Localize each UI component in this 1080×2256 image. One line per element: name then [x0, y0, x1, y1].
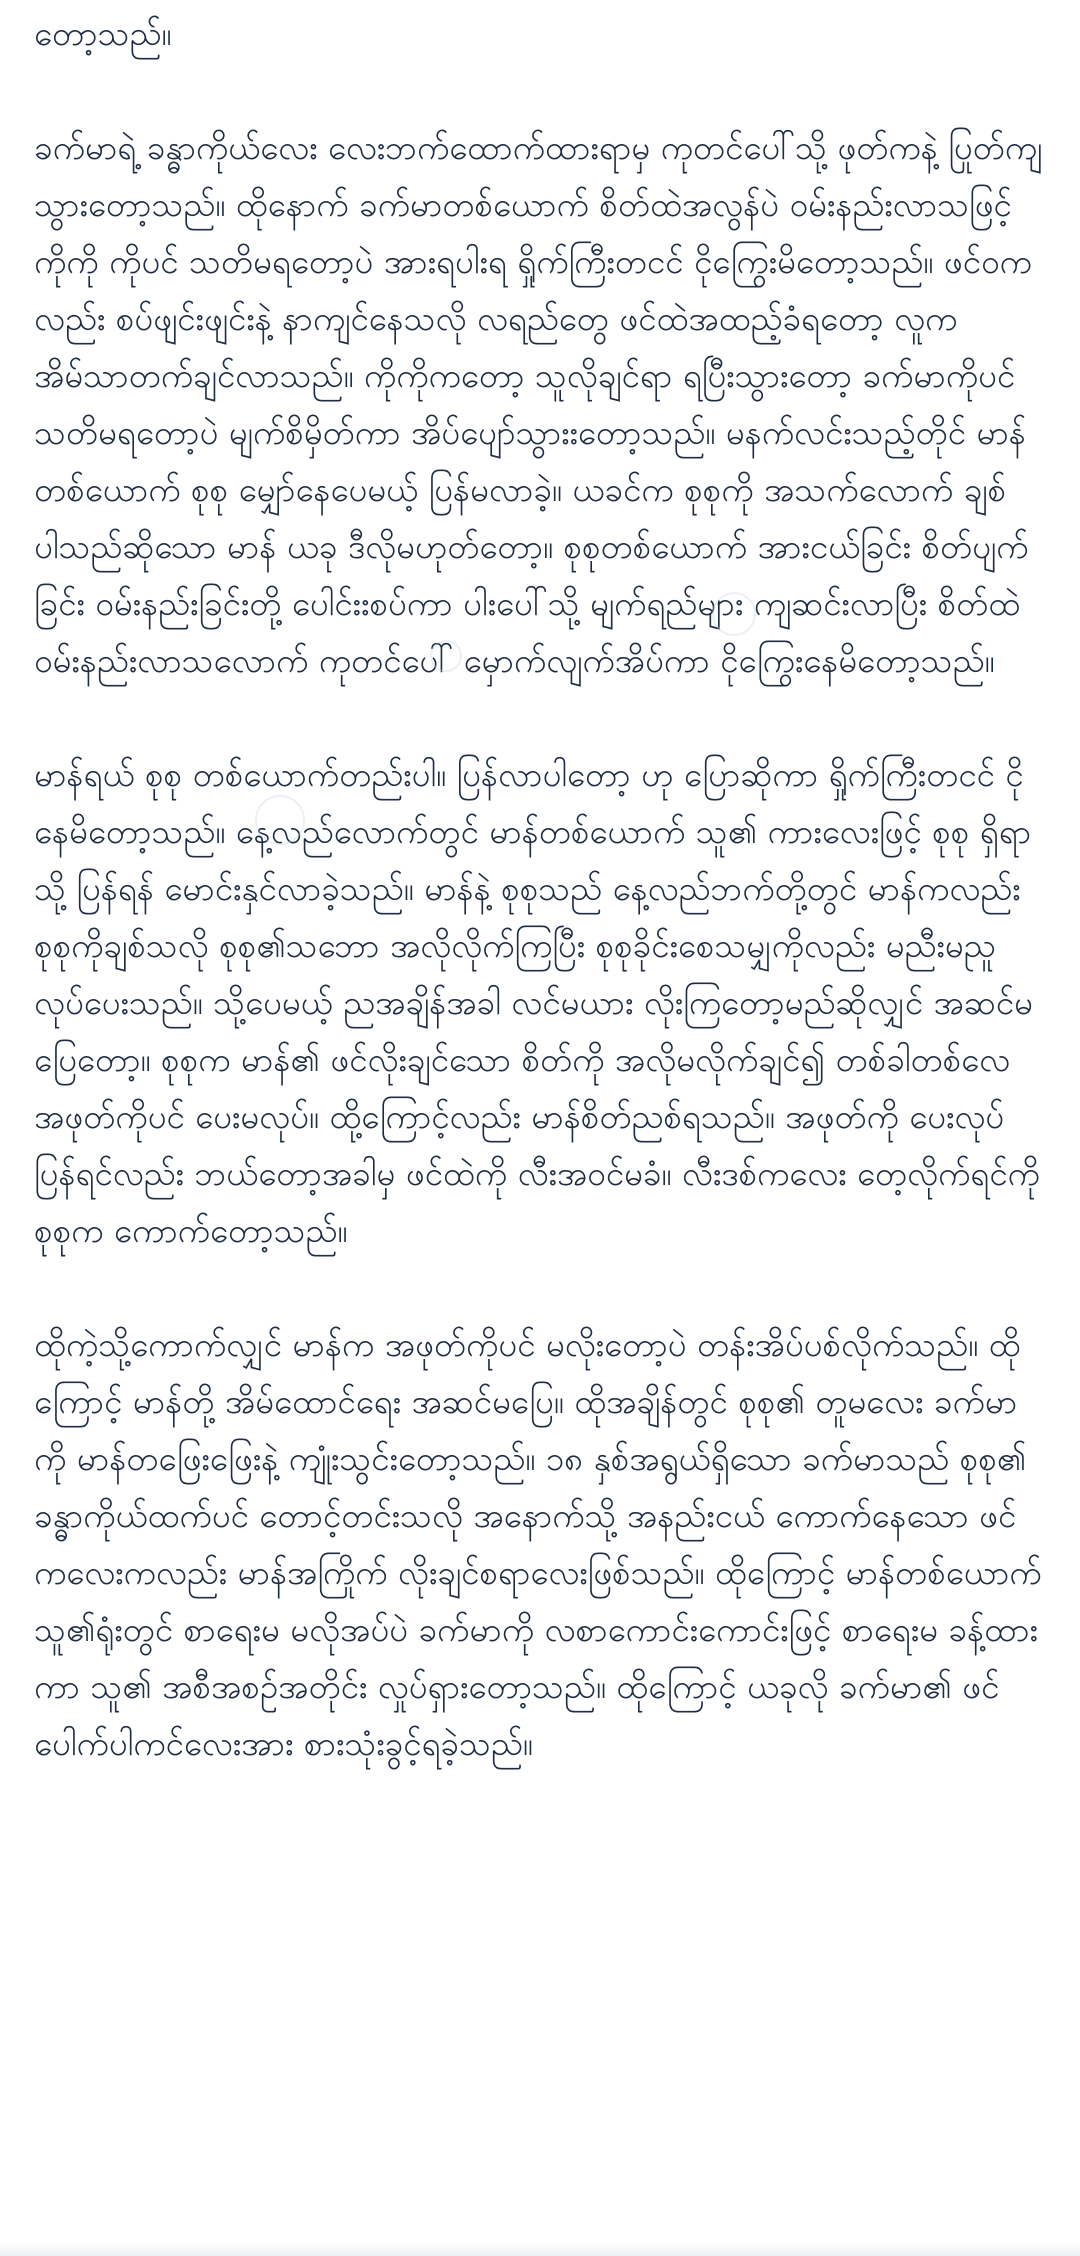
article-body — [34, 0, 1044, 1772]
paragraph: ထိုကဲ့သို့ကောက်လျှင် မာန်က အဖုတ်ကိုပင် မလိုးတော့ပဲ တန်းအိပ်ပစ်လိုက်သည်။ ထိုကြောင့် မာန်တို့ အိမ်ထောင်ရေး အဆင်မပြေ။ ထိုအချိန်တွင် စုစု၏ တူမလေး ခက်မာကို မာန်တဖြေးဖြေးနဲ့ ကျုံးသွင်းတော့သည်။ ၁၈ နှစ်အရွယ်ရှိသော ခက်မာသည် စုစု၏ ခန္ဓာကိုယ်ထက်ပင် တောင့်တင်းသလို အနောက်သို့ အနည်းငယ် ကောက်နေသော ဖင်ကလေးကလည်း မာန်အကြိုက် လိုးချင်စရာလေးဖြစ်သည်။ ထိုကြောင့် မာန်တစ်ယောက် သူ၏ရုံးတွင် စာရေးမ မလိုအပ်ပဲ ခက်မာကို လစာကောင်းကောင်းဖြင့် စာရေးမ ခန့်ထားကာ သူ၏ အစီအစဉ်အတိုင်း လှုပ်ရှားတော့သည်။ ထိုကြောင့် ယခုလို ခက်မာ၏ ဖင်ပေါက်ပါကင်လေးအား စားသုံးခွင့်ရခဲ့သည်။ — [34, 1325, 1042, 1763]
paragraph: ခက်မာရဲ့ ခန္ဓာကိုယ်လေး လေးဘက်ထောက်ထားရာမှ ကုတင်ပေါ်သို့ ဖုတ်ကနဲ့ ပြုတ်ကျသွားတော့သည်။ ထိုနောက် ခက်မာတစ်ယောက် စိတ်ထဲအလွန်ပဲ ဝမ်းနည်းလာသဖြင့် ကိုကို ကိုပင် သတိမရတော့ပဲ အားရပါးရ ရှိုက်ကြီးတငင် ငိုကြွေးမိတော့သည်။ ဖင်ဝကလည်း စပ်ဖျင်းဖျင်းနဲ့ နာကျင်နေသလို လရည်တွေ ဖင်ထဲအထည့်ခံရတော့ လူက အိမ်သာတက်ချင်လာသည်။ ကိုကိုကတော့ သူလိုချင်ရာ ရပြီးသွားတော့ ခက်မာကိုပင် သတိမရတော့ပဲ မျက်စိမှိတ်ကာ အိပ်ပျော်သွားးတော့သည်။ မနက်လင်းသည့်တိုင် မာန်တစ်ယောက် စုစု မျှော်နေပေမယ့် ပြန်မလာခဲ့။ ယခင်က စုစုကို အသက်လောက် ချစ်ပါသည်ဆိုသော မာန် ယခု ဒီလိုမဟုတ်တော့။ စုစုတစ်ယောက် အားငယ်ခြင်း စိတ်ပျက်ခြင်း ဝမ်းနည်းခြင်းတို့ ပေါင်းးစပ်ကာ ပါးပေါ်သို့ မျက်ရည်များ ကျဆင်းလာပြီး စိတ်ထဲ ဝမ်းနည်းလာသလောက် ကုတင်ပေါ် မှောက်လျက်အိပ်ကာ ငိုကြွေးနေမိတော့သည်။ — [34, 128, 1043, 680]
paragraph: မာန်ရယ် စုစု တစ်ယောက်တည်းပါ။ ပြန်လာပါတော့ ဟု ပြောဆိုကာ ရှိုက်ကြီးတငင် ငိုနေမိတော့သည်။ နေ့လည်လောက်တွင် မာန်တစ်ယောက် သူ၏ ကားလေးဖြင့် စုစု ရှိရာသို့ ပြန်ရန် မောင်းနှင်လာခဲ့သည်။ မာန်နဲ့ စုစုသည် နေ့လည်ဘက်တို့တွင် မာန်ကလည်း စုစုကိုချစ်သလို စုစု၏သဘော အလိုလိုက်ကြပြီး စုစုခိုင်းစေသမျှကိုလည်း မညီးမညူ လုပ်ပေးသည်။ သို့ပေမယ့် ညအချိန်အခါ လင်မယား လိုးကြတော့မည်ဆိုလျှင် အဆင်မပြေတော့။ စုစုက မာန်၏ ဖင်လိုးချင်သော စိတ်ကို အလိုမလိုက်ချင်၍ တစ်ခါတစ်လေ အဖုတ်ကိုပင် ပေးမလုပ်။ ထို့ကြောင့်လည်း မာန်စိတ်ညစ်ရသည်။ အဖုတ်ကို ပေးလုပ်ပြန်ရင်လည်း ဘယ်တော့အခါမှ ဖင်ထဲကို လီးအဝင်မခံ။ လီးဒစ်ကလေး တေ့လိုက်ရင်ကို စုစုက ကောက်တော့သည်။ — [34, 755, 1040, 1250]
bottom-edge — [0, 2242, 1080, 2256]
paragraph-continuation: တော့သည်။ — [34, 14, 172, 53]
